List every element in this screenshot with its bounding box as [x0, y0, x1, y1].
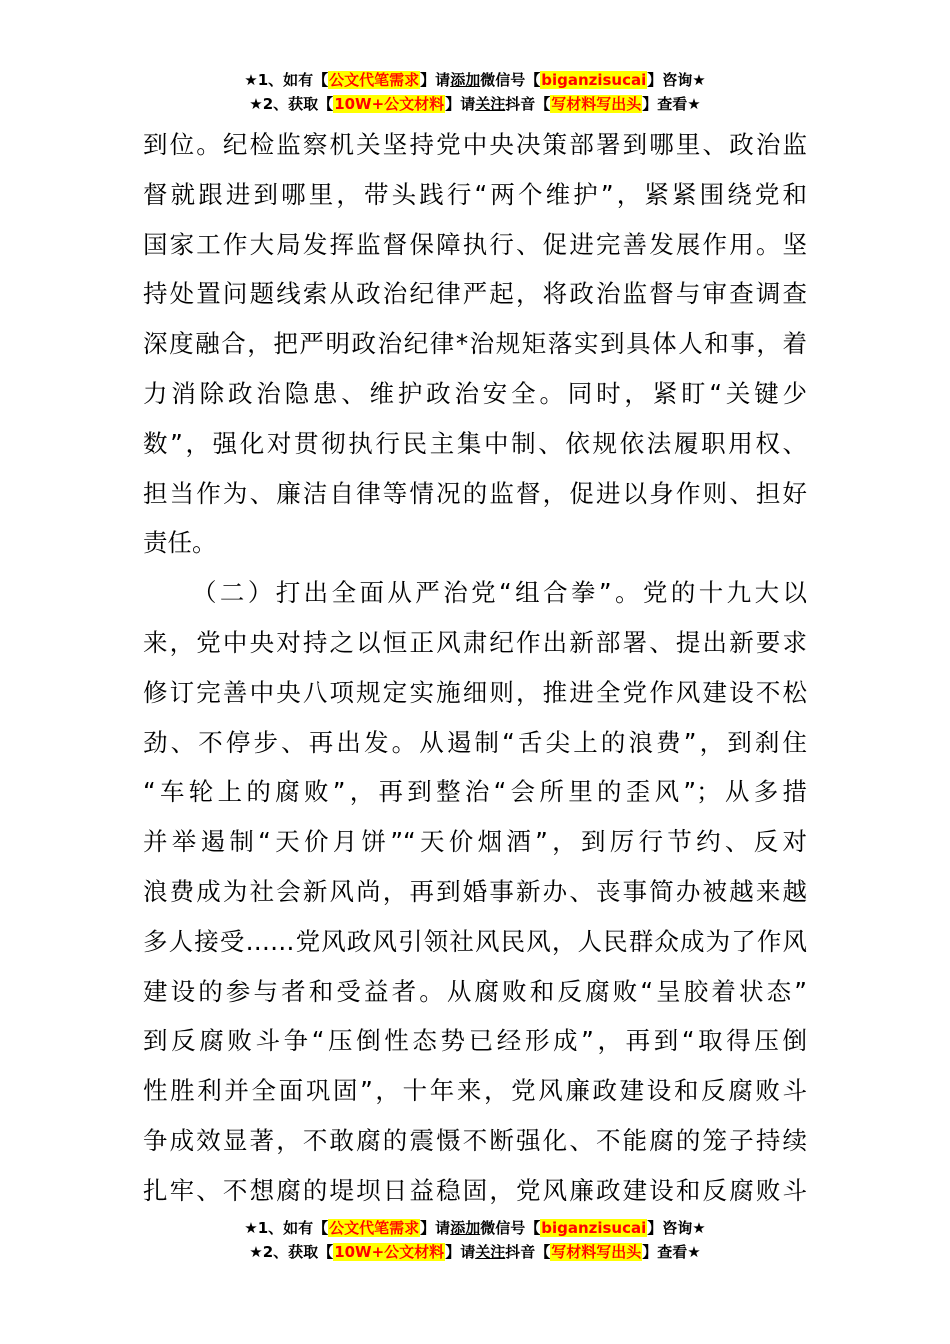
body-line: 国家工作大局发挥监督保障执行、促进完善发展作用。坚 — [143, 229, 807, 259]
body-line: 督就跟进到哪里，带头践行“两个维护”，紧紧围绕党和 — [143, 179, 807, 209]
banner-text: 】咨询★ — [647, 1219, 706, 1237]
highlight-service: 公文代笔需求 — [329, 71, 420, 89]
highlight-douyin-account: 写材料写出头 — [551, 1243, 642, 1261]
body-line: 性胜利并全面巩固”，十年来，党风廉政建设和反腐败斗 — [143, 1076, 807, 1106]
banner-text: ★1、如有【 — [244, 71, 329, 89]
underlined-text: 关注 — [475, 95, 506, 113]
body-line: 力消除政治隐患、维护政治安全。同时，紧盯“关键少 — [143, 378, 807, 408]
highlight-materials: 10W+公文材料 — [334, 1243, 445, 1261]
highlight-douyin-account: 写材料写出头 — [551, 95, 642, 113]
banner-text: 】请 — [445, 95, 476, 113]
banner-text: 】咨询★ — [647, 71, 706, 89]
underlined-text: 添加 — [450, 71, 481, 89]
banner-text: ★2、获取【 — [249, 1243, 334, 1261]
body-line: 争成效显著，不敢腐的震慑不断强化、不能腐的笼子持续 — [143, 1125, 807, 1155]
section-heading-line: （二）打出全面从严治党“组合拳”。党的十九大以 — [192, 578, 807, 608]
banner-text: 】请 — [420, 71, 451, 89]
banner-text: 】请 — [445, 1243, 476, 1261]
body-line: “车轮上的腐败”，再到整治“会所里的歪风”；从多措 — [143, 777, 807, 807]
body-line: 担当作为、廉洁自律等情况的监督，促进以身作则、担好 — [143, 478, 807, 508]
banner-line-2 — [0, 1240, 950, 1264]
banner-text: 】请 — [420, 1219, 451, 1237]
banner-text: 微信号【 — [480, 71, 541, 89]
header-banner — [0, 68, 950, 116]
body-line: 责任。 — [143, 528, 217, 558]
body-line: 建设的参与者和受益者。从腐败和反腐败“呈胶着状态” — [143, 976, 807, 1006]
banner-text: 抖音【 — [505, 1243, 551, 1261]
body-line: 多人接受……党风政风引领社风民风，人民群众成为了作风 — [143, 926, 807, 956]
banner-text: 】查看★ — [642, 95, 701, 113]
body-line: 深度融合，把严明政治纪律*治规矩落实到具体人和事，着 — [143, 329, 807, 359]
banner-line-2 — [0, 92, 950, 116]
underlined-text: 添加 — [450, 1219, 481, 1237]
banner-text: ★2、获取【 — [249, 95, 334, 113]
body-line: 来，党中央对持之以恒正风肃纪作出新部署、提出新要求 — [143, 627, 807, 657]
body-line: 扎牢、不想腐的堤坝日益稳固，党风廉政建设和反腐败斗 — [143, 1175, 807, 1205]
body-line: 到反腐败斗争“压倒性态势已经形成”，再到“取得压倒 — [143, 1026, 807, 1056]
underlined-text: 关注 — [475, 1243, 506, 1261]
highlight-wechat-id: biganzisucai — [541, 1219, 647, 1237]
banner-line-1 — [0, 68, 950, 92]
banner-text: 抖音【 — [505, 95, 551, 113]
highlight-wechat-id: biganzisucai — [541, 71, 647, 89]
body-line: 到位。纪检监察机关坚持党中央决策部署到哪里、政治监 — [143, 130, 807, 159]
body-line: 持处置问题线索从政治纪律严起，将政治监督与审查调查 — [143, 279, 807, 309]
banner-text: 微信号【 — [480, 1219, 541, 1237]
body-line: 劲、不停步、再出发。从遏制“舌尖上的浪费”，到刹住 — [143, 727, 807, 757]
body-line: 修订完善中央八项规定实施细则，推进全党作风建设不松 — [143, 677, 807, 707]
banner-line-1 — [0, 1216, 950, 1240]
body-line: 并举遏制“天价月饼”“天价烟酒”，到厉行节约、反对 — [143, 827, 807, 857]
document-body — [143, 120, 807, 1216]
body-line: 数”，强化对贯彻执行民主集中制、依规依法履职用权、 — [143, 428, 807, 458]
banner-text: 】查看★ — [642, 1243, 701, 1261]
highlight-materials: 10W+公文材料 — [334, 95, 445, 113]
footer-banner — [0, 1216, 950, 1264]
body-line: 浪费成为社会新风尚，再到婚事新办、丧事简办被越来越 — [143, 876, 807, 906]
banner-text: ★1、如有【 — [244, 1219, 329, 1237]
highlight-service: 公文代笔需求 — [329, 1219, 420, 1237]
